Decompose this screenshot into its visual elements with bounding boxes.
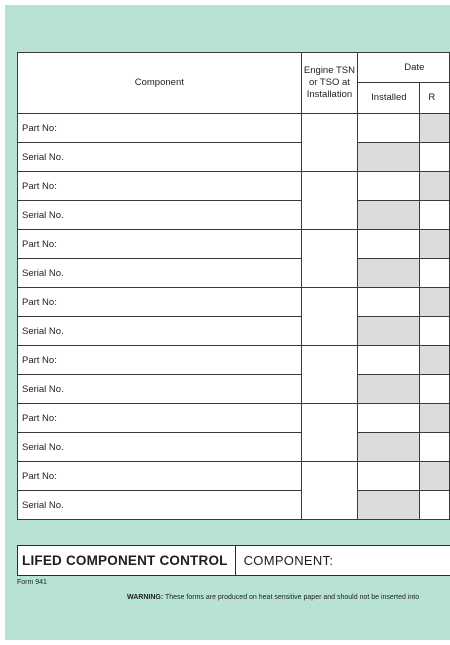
next-date-serial-cell[interactable] [420,143,450,172]
next-date-cell[interactable] [420,462,450,491]
installed-date-shaded-cell [358,201,420,230]
next-date-serial-cell[interactable] [420,433,450,462]
installed-date-shaded-cell [358,143,420,172]
warning-label: WARNING: [127,594,164,601]
next-date-serial-cell[interactable] [420,375,450,404]
serial-number-cell[interactable]: Serial No. [18,433,302,462]
warning-notice [127,594,419,601]
part-row [18,114,450,143]
part-row [18,230,450,259]
engine-tsn-cell[interactable] [301,404,358,462]
header-date-next-partial: R [420,83,450,114]
part-number-cell[interactable]: Part No: [18,114,302,143]
serial-number-cell[interactable]: Serial No. [18,259,302,288]
header-component: Component [18,53,302,114]
installed-date-cell[interactable] [358,404,420,433]
serial-number-cell[interactable]: Serial No. [18,143,302,172]
serial-row [18,317,450,346]
next-date-serial-cell[interactable] [420,491,450,520]
serial-row [18,433,450,462]
installed-date-shaded-cell [358,375,420,404]
installed-date-shaded-cell [358,317,420,346]
engine-tsn-cell[interactable] [301,172,358,230]
form-title: LIFED COMPONENT CONTROL [18,546,236,575]
serial-row [18,375,450,404]
next-date-cell[interactable] [420,230,450,259]
engine-tsn-cell[interactable] [301,288,358,346]
form-number: Form 941 [17,579,47,586]
installed-date-cell[interactable] [358,172,420,201]
component-name-label[interactable]: COMPONENT: [243,553,334,568]
header-engine-tsn-tso: Engine TSN or TSO at Installation [301,53,358,114]
component-rows [18,114,450,520]
serial-row [18,259,450,288]
engine-tsn-cell[interactable] [301,346,358,404]
serial-row [18,143,450,172]
installed-date-cell[interactable] [358,114,420,143]
next-date-serial-cell[interactable] [420,317,450,346]
serial-number-cell[interactable]: Serial No. [18,491,302,520]
part-row [18,462,450,491]
part-number-cell[interactable]: Part No: [18,404,302,433]
component-table [17,52,450,520]
engine-tsn-cell[interactable] [301,114,358,172]
installed-date-cell[interactable] [358,346,420,375]
part-row [18,346,450,375]
serial-row [18,201,450,230]
installed-date-shaded-cell [358,259,420,288]
part-row [18,288,450,317]
part-number-cell[interactable]: Part No: [18,288,302,317]
warning-text: These forms are produced on heat sensitive paper and should not be inserted into [165,594,420,601]
next-date-cell[interactable] [420,172,450,201]
serial-number-cell[interactable]: Serial No. [18,201,302,230]
part-number-cell[interactable]: Part No: [18,230,302,259]
serial-number-cell[interactable]: Serial No. [18,317,302,346]
installed-date-shaded-cell [358,491,420,520]
part-number-cell[interactable]: Part No: [18,462,302,491]
serial-row [18,491,450,520]
part-row [18,404,450,433]
engine-tsn-cell[interactable] [301,230,358,288]
serial-number-cell[interactable]: Serial No. [18,375,302,404]
next-date-cell[interactable] [420,288,450,317]
part-number-cell[interactable]: Part No: [18,346,302,375]
header-date: Date [358,53,450,83]
installed-date-shaded-cell [358,433,420,462]
next-date-cell[interactable] [420,346,450,375]
installed-date-cell[interactable] [358,462,420,491]
installed-date-cell[interactable] [358,288,420,317]
part-row [18,172,450,201]
next-date-serial-cell[interactable] [420,259,450,288]
next-date-cell[interactable] [420,114,450,143]
next-date-serial-cell[interactable] [420,201,450,230]
installed-date-cell[interactable] [358,230,420,259]
next-date-cell[interactable] [420,404,450,433]
part-number-cell[interactable]: Part No: [18,172,302,201]
engine-tsn-cell[interactable] [301,462,358,520]
header-installed: Installed [358,83,420,114]
form-title-bar [17,545,450,576]
